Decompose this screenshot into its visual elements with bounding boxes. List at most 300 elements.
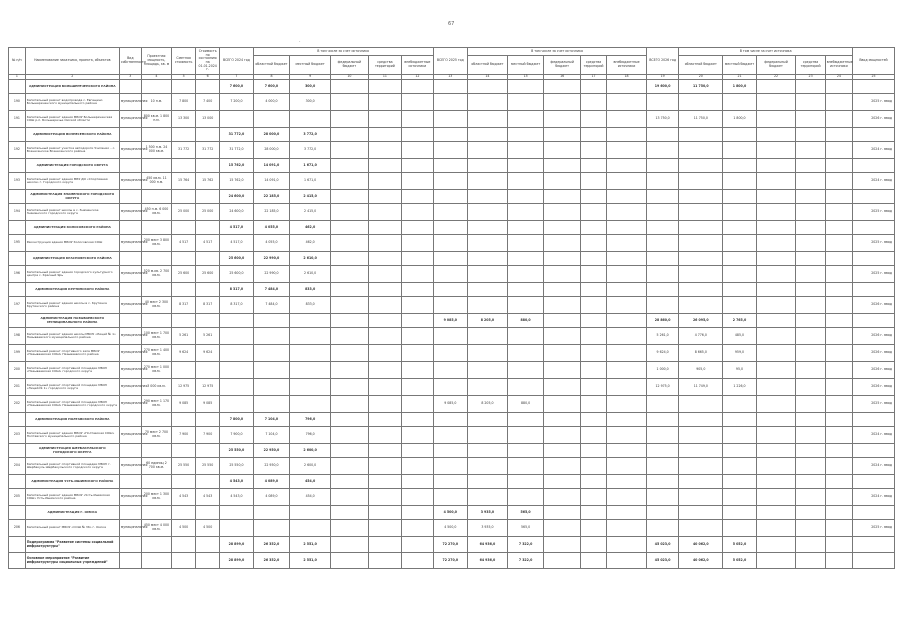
col-federal-2024: федеральный бюджет <box>331 56 369 75</box>
amount-cell <box>825 379 852 396</box>
col-total-2026: ВСЕГО 2026 год <box>646 48 678 75</box>
amount-cell <box>679 458 723 475</box>
group-2026: В том числе за счет источника <box>679 48 853 56</box>
amount-cell <box>679 142 723 159</box>
amount-cell <box>368 314 401 328</box>
amount-cell <box>507 190 544 204</box>
amount-cell <box>468 94 508 111</box>
amount-cell <box>723 283 756 297</box>
row-number <box>9 506 26 520</box>
col-local-2025: местный бюджет <box>507 56 544 75</box>
column-number: 9 <box>290 75 331 80</box>
amount-cell <box>253 362 290 379</box>
amount-cell <box>796 553 825 569</box>
amount-cell <box>607 173 647 190</box>
amount-cell: 7 600,0 <box>220 80 253 94</box>
amount-cell <box>507 379 544 396</box>
cost-2024-cell: 13 000 <box>196 111 220 128</box>
cost-2024-cell: 25 550 <box>196 458 220 475</box>
amount-cell <box>544 444 581 458</box>
commissioning-cell <box>852 444 894 458</box>
amount-cell <box>580 475 606 489</box>
table-row <box>9 396 895 413</box>
row-name: Капитальный ремонт здания школы в с. Крутинка Крутинского района <box>25 297 119 314</box>
amount-cell <box>679 506 723 520</box>
col-federal-2026: федеральный бюджет <box>756 56 796 75</box>
amount-cell <box>253 314 290 328</box>
amount-cell <box>402 94 433 111</box>
amount-cell <box>580 458 606 475</box>
amount-cell <box>607 396 647 413</box>
amount-cell <box>368 506 401 520</box>
amount-cell <box>544 475 581 489</box>
amount-cell <box>607 221 647 235</box>
amount-cell <box>331 173 369 190</box>
row-number: 200 <box>9 362 26 379</box>
amount-cell: 25 600,0 <box>220 266 253 283</box>
amount-cell <box>331 458 369 475</box>
amount-cell <box>331 444 369 458</box>
amount-cell: 5 052,0 <box>723 537 756 553</box>
amount-cell <box>646 413 678 427</box>
amount-cell <box>368 173 401 190</box>
amount-cell <box>607 506 647 520</box>
amount-cell <box>607 94 647 111</box>
amount-cell <box>796 283 825 297</box>
amount-cell <box>507 362 544 379</box>
amount-cell <box>679 94 723 111</box>
amount-cell <box>290 314 331 328</box>
col-ownership: Вид собственности <box>119 48 141 75</box>
amount-cell <box>679 204 723 221</box>
amount-cell <box>433 94 468 111</box>
ownership-cell: муниципальная <box>119 328 141 345</box>
amount-cell <box>756 190 796 204</box>
col-total-2024: ВСЕГО 2024 год <box>220 48 253 75</box>
amount-cell <box>331 142 369 159</box>
amount-cell: 22 185,0 <box>253 204 290 221</box>
amount-cell <box>723 506 756 520</box>
ownership-cell <box>119 553 141 569</box>
capacity-cell: 450 мест 4 000 кв.м. <box>141 520 171 537</box>
amount-cell <box>607 314 647 328</box>
amount-cell <box>723 413 756 427</box>
row-number <box>9 221 26 235</box>
amount-cell <box>796 520 825 537</box>
capacity-cell <box>141 475 171 489</box>
amount-cell <box>544 94 581 111</box>
table-row <box>9 379 895 396</box>
col-cost: Сметная стоимость <box>172 48 196 75</box>
amount-cell <box>331 345 369 362</box>
amount-cell <box>402 444 433 458</box>
table-row <box>9 235 895 252</box>
row-name: Реконструкция здания МБОУ Колосовская СОШ <box>25 235 119 252</box>
amount-cell <box>468 142 508 159</box>
amount-cell <box>580 283 606 297</box>
amount-cell <box>290 328 331 345</box>
amount-cell <box>331 314 369 328</box>
amount-cell: 1 800,0 <box>723 80 756 94</box>
amount-cell: 880,0 <box>507 314 544 328</box>
ownership-cell: муниципальная <box>119 427 141 444</box>
amount-cell: 25 550,0 <box>220 444 253 458</box>
col-name: Наименование заказчика, проекта, объектов <box>25 48 119 75</box>
amount-cell: 2 551,0 <box>290 537 331 553</box>
row-name: АДМИНИСТРАЦИЯ УСТЬ-ИШИМСКОГО РАЙОНА <box>25 475 119 489</box>
amount-cell <box>331 204 369 221</box>
amount-cell: 15 762,0 <box>220 159 253 173</box>
amount-cell <box>468 173 508 190</box>
table-row <box>9 362 895 379</box>
amount-cell <box>646 235 678 252</box>
amount-cell <box>544 537 581 553</box>
amount-cell <box>507 204 544 221</box>
amount-cell <box>220 345 253 362</box>
amount-cell <box>825 314 852 328</box>
amount-cell <box>544 314 581 328</box>
amount-cell <box>433 221 468 235</box>
amount-cell <box>368 221 401 235</box>
amount-cell: 45 023,0 <box>646 553 678 569</box>
amount-cell <box>468 362 508 379</box>
capacity-cell <box>141 506 171 520</box>
agency-row <box>9 314 895 328</box>
amount-cell <box>607 427 647 444</box>
amount-cell <box>402 328 433 345</box>
amount-cell: 31 772,0 <box>220 142 253 159</box>
row-name: АДМИНИСТРАЦИЯ КОЛОСОВСКОГО РАЙОНА <box>25 221 119 235</box>
amount-cell <box>756 94 796 111</box>
commissioning-cell: 2024 г. ввод <box>852 458 894 475</box>
amount-cell <box>825 537 852 553</box>
amount-cell <box>580 297 606 314</box>
table-row <box>9 111 895 128</box>
amount-cell <box>368 252 401 266</box>
amount-cell <box>723 190 756 204</box>
amount-cell <box>402 413 433 427</box>
amount-cell <box>756 204 796 221</box>
amount-cell <box>723 266 756 283</box>
amount-cell: 833,0 <box>290 283 331 297</box>
ownership-cell <box>119 413 141 427</box>
amount-cell <box>368 458 401 475</box>
amount-cell <box>679 190 723 204</box>
capacity-cell <box>141 128 171 142</box>
row-name: АДМИНИСТРАЦИЯ КРУТИНСКОГО РАЙОНА <box>25 283 119 297</box>
amount-cell <box>796 235 825 252</box>
row-name: Капитальный ремонт спортивной площадки МБОУ «Лицей № 1» городского округа <box>25 379 119 396</box>
amount-cell <box>507 297 544 314</box>
row-name: Капитальный ремонт здания школы МБОУ «Лицей № 1» Называевского муниципального района <box>25 328 119 345</box>
amount-cell <box>825 427 852 444</box>
amount-cell <box>580 159 606 173</box>
row-name: Капитальный ремонт здания городского культурного центра с. Красный Ярь <box>25 266 119 283</box>
amount-cell <box>331 190 369 204</box>
cost-2024-cell <box>196 128 220 142</box>
capacity-cell <box>141 413 171 427</box>
amount-cell <box>796 297 825 314</box>
commissioning-cell: 2024 г. ввод <box>852 142 894 159</box>
amount-cell <box>580 80 606 94</box>
amount-cell <box>220 379 253 396</box>
table-row <box>9 173 895 190</box>
amount-cell <box>402 283 433 297</box>
row-name: АДМИНИСТРАЦИЯ ШЕРБАКУЛЬСКОГО ГОРОДСКОГО ОКРУГА <box>25 444 119 458</box>
amount-cell <box>220 396 253 413</box>
amount-cell <box>368 444 401 458</box>
cost-2024-cell: 9 624 <box>196 345 220 362</box>
amount-cell <box>679 235 723 252</box>
amount-cell <box>507 221 544 235</box>
amount-cell <box>580 221 606 235</box>
agency-row <box>9 159 895 173</box>
amount-cell <box>796 159 825 173</box>
cost-2024-cell <box>196 553 220 569</box>
amount-cell <box>220 328 253 345</box>
total-row <box>9 553 895 569</box>
amount-cell <box>253 520 290 537</box>
ownership-cell <box>119 537 141 553</box>
row-number <box>9 537 26 553</box>
amount-cell: 4 543,0 <box>220 489 253 506</box>
cost-2024-cell: 4 543 <box>196 489 220 506</box>
amount-cell <box>756 221 796 235</box>
row-number <box>9 190 26 204</box>
amount-cell: 1 800,0 <box>723 111 756 128</box>
amount-cell <box>220 314 253 328</box>
agency-row <box>9 221 895 235</box>
amount-cell <box>402 128 433 142</box>
amount-cell <box>756 252 796 266</box>
column-number: 7 <box>220 75 253 80</box>
amount-cell <box>507 427 544 444</box>
amount-cell <box>679 297 723 314</box>
cost-2024-cell <box>196 475 220 489</box>
amount-cell <box>368 94 401 111</box>
amount-cell <box>756 475 796 489</box>
amount-cell <box>825 520 852 537</box>
amount-cell <box>679 520 723 537</box>
amount-cell <box>331 413 369 427</box>
amount-cell <box>825 297 852 314</box>
amount-cell: 24 600,0 <box>220 204 253 221</box>
amount-cell <box>433 204 468 221</box>
agency-row <box>9 128 895 142</box>
amount-cell <box>607 553 647 569</box>
amount-cell <box>646 506 678 520</box>
amount-cell <box>646 283 678 297</box>
amount-cell <box>402 345 433 362</box>
row-number: 190 <box>9 94 26 111</box>
amount-cell: 1 671,0 <box>290 159 331 173</box>
amount-cell <box>825 128 852 142</box>
cost-2024-cell <box>196 252 220 266</box>
column-number: 13 <box>433 75 468 80</box>
commissioning-cell <box>852 221 894 235</box>
capacity-cell: 450 кв.м. 11 000 п.м. <box>141 173 171 190</box>
amount-cell <box>402 506 433 520</box>
commissioning-cell <box>852 283 894 297</box>
amount-cell <box>580 489 606 506</box>
cost-2024-cell: 15 762 <box>196 173 220 190</box>
row-number: 199 <box>9 345 26 362</box>
amount-cell <box>756 553 796 569</box>
ownership-cell <box>119 314 141 328</box>
amount-cell <box>220 520 253 537</box>
amount-cell <box>507 111 544 128</box>
row-name: Капитальный ремонт МБОУ «СОШ № 36» г. Омска <box>25 520 119 537</box>
row-name: Капитальный ремонт спортивной площадки МБОУ г. Шербакуль Шербакульского городского округа <box>25 458 119 475</box>
group-2024: В том числе за счет источника <box>253 48 433 56</box>
amount-cell: 4 517,0 <box>220 235 253 252</box>
amount-cell <box>796 221 825 235</box>
row-number: 205 <box>9 489 26 506</box>
cost-cell: 7 800 <box>172 94 196 111</box>
amount-cell <box>723 252 756 266</box>
amount-cell <box>468 111 508 128</box>
capacity-cell <box>141 221 171 235</box>
amount-cell <box>607 235 647 252</box>
cost-2024-cell: 25 000 <box>196 204 220 221</box>
amount-cell <box>580 413 606 427</box>
amount-cell <box>402 159 433 173</box>
cost-2024-cell <box>196 413 220 427</box>
amount-cell <box>544 80 581 94</box>
cost-2024-cell <box>196 221 220 235</box>
amount-cell <box>368 396 401 413</box>
amount-cell <box>468 379 508 396</box>
amount-cell <box>756 537 796 553</box>
cost-2024-cell: 7 400 <box>196 94 220 111</box>
row-number: 197 <box>9 297 26 314</box>
amount-cell: 7 900,0 <box>220 427 253 444</box>
amount-cell <box>607 297 647 314</box>
amount-cell <box>825 94 852 111</box>
amount-cell <box>580 379 606 396</box>
amount-cell <box>290 362 331 379</box>
capacity-cell: 10 п.м. <box>141 94 171 111</box>
ownership-cell: муниципальная <box>119 173 141 190</box>
cost-cell: 9 624 <box>172 345 196 362</box>
col-federal-2025: федеральный бюджет <box>544 56 581 75</box>
table-row <box>9 458 895 475</box>
amount-cell <box>507 173 544 190</box>
cost-2024-cell: 4 500 <box>196 520 220 537</box>
amount-cell <box>646 489 678 506</box>
ownership-cell: муниципальная <box>119 489 141 506</box>
amount-cell <box>368 80 401 94</box>
amount-cell <box>468 489 508 506</box>
ownership-cell <box>119 159 141 173</box>
cost-2024-cell <box>196 444 220 458</box>
cost-cell <box>172 80 196 94</box>
row-name: Капитальный ремонт здания МБОУ «Полтавская СОШ» Полтавского муниципального района <box>25 427 119 444</box>
amount-cell: 7 322,0 <box>507 537 544 553</box>
agency-row <box>9 475 895 489</box>
amount-cell <box>433 190 468 204</box>
amount-cell <box>368 345 401 362</box>
column-number: 1 <box>9 75 26 80</box>
amount-cell: 905,0 <box>679 362 723 379</box>
amount-cell: 31 772,0 <box>220 128 253 142</box>
cost-cell <box>172 362 196 379</box>
amount-cell <box>646 475 678 489</box>
amount-cell <box>756 427 796 444</box>
cost-cell: 25 000 <box>172 204 196 221</box>
amount-cell: 4 089,0 <box>253 489 290 506</box>
commissioning-cell: 2026 г. ввод <box>852 362 894 379</box>
amount-cell: 3 935,0 <box>468 506 508 520</box>
amount-cell <box>468 266 508 283</box>
amount-cell <box>402 458 433 475</box>
amount-cell: 2 765,0 <box>723 314 756 328</box>
capacity-cell <box>141 252 171 266</box>
amount-cell <box>507 235 544 252</box>
col-territory-2024: средства территорий <box>368 56 401 75</box>
col-regional-2025: областной бюджет <box>468 56 508 75</box>
ownership-cell: муниципальная <box>119 204 141 221</box>
amount-cell: 485,0 <box>723 328 756 345</box>
amount-cell: 25 600,0 <box>220 252 253 266</box>
amount-cell: 72 270,0 <box>433 537 468 553</box>
cost-cell: 4 517 <box>172 235 196 252</box>
amount-cell <box>468 283 508 297</box>
amount-cell <box>679 489 723 506</box>
amount-cell: 22 990,0 <box>253 266 290 283</box>
amount-cell: 11 750,0 <box>679 80 723 94</box>
ownership-cell: муниципальная <box>119 396 141 413</box>
cost-cell <box>172 413 196 427</box>
commissioning-cell: 2025 г. ввод <box>852 94 894 111</box>
commissioning-cell: 2024 г. ввод <box>852 427 894 444</box>
amount-cell <box>646 520 678 537</box>
row-number: 194 <box>9 204 26 221</box>
amount-cell <box>544 252 581 266</box>
page-number: 67 <box>448 21 455 27</box>
commissioning-cell: 2024 г. ввод <box>852 489 894 506</box>
amount-cell <box>796 458 825 475</box>
amount-cell: 22 950,0 <box>253 458 290 475</box>
amount-cell <box>544 204 581 221</box>
amount-cell <box>796 537 825 553</box>
amount-cell <box>544 520 581 537</box>
amount-cell: 7 200,0 <box>220 94 253 111</box>
amount-cell <box>756 235 796 252</box>
amount-cell <box>607 204 647 221</box>
amount-cell <box>402 379 433 396</box>
amount-cell <box>544 159 581 173</box>
amount-cell <box>646 221 678 235</box>
group-2025: В том числе за счет источника <box>468 48 647 56</box>
amount-cell <box>331 283 369 297</box>
amount-cell <box>580 553 606 569</box>
amount-cell <box>723 427 756 444</box>
amount-cell <box>723 128 756 142</box>
ownership-cell <box>119 128 141 142</box>
amount-cell <box>723 221 756 235</box>
amount-cell <box>723 297 756 314</box>
amount-cell <box>368 235 401 252</box>
cost-2024-cell <box>196 190 220 204</box>
amount-cell <box>796 427 825 444</box>
col-regional-2026: областной бюджет <box>679 56 723 75</box>
column-number: 3 <box>119 75 141 80</box>
amount-cell <box>580 537 606 553</box>
capacity-cell: 270 мест 1 400 кв.м. <box>141 345 171 362</box>
row-number: 198 <box>9 328 26 345</box>
amount-cell <box>756 345 796 362</box>
